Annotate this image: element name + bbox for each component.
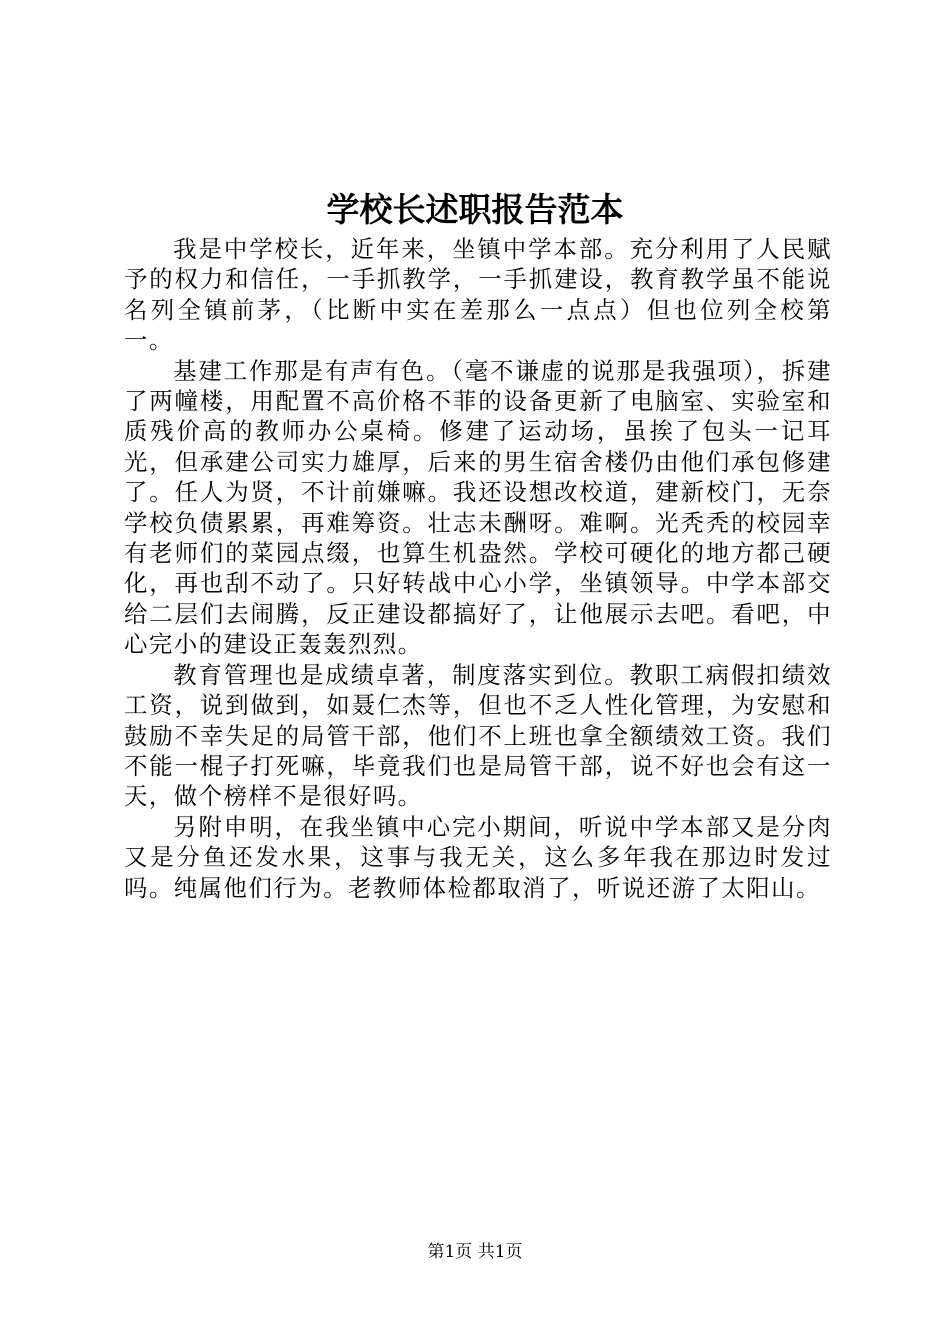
document-body — [124, 234, 832, 903]
paragraph-1: 我是中学校长，近年来，坐镇中学本部。充分利用了人民赋予的权力和信任，一手抓教学，一手抓建设，教育教学虽不能说名列全镇前茅，（比断中实在差那么一点点）但也位列全校第一。 — [124, 235, 832, 355]
paragraph-4: 另附申明，在我坐镇中心完小期间，听说中学本部又是分肉又是分鱼还发水果，这事与我无关，这么多年我在那边时发过吗。纯属他们行为。老教师体检都取消了，听说还游了太阳山。 — [124, 812, 832, 902]
paragraph-2: 基建工作那是有声有色。（毫不谦虚的说那是我强项），拆建了两幢楼，用配置不高价格不菲的设备更新了电脑室、实验室和质残价高的教师办公桌椅。修建了运动场，虽挨了包头一记耳光，但承建公司实力雄厚，后来的男生宿舍楼仍由他们承包修建了。任人为贤，不计前嫌嘛。我还设想改校道，建新校门，无奈学校负债累累，再难筹资。壮志未酬呀。难啊。光秃秃的校园幸有老师们的菜园点缀，也算生机盎然。学校可硬化的地方都己硬化，再也刮不动了。只好转战中心小学，坐镇领导。中学本部交给二层们去闹腾，反正建设都搞好了，让他展示去吧。看吧，中心完小的建设正轰轰烈烈。 — [124, 356, 832, 659]
paragraph-3: 教育管理也是成绩卓著，制度落实到位。教职工病假扣绩效工资，说到做到，如聂仁杰等，但也不乏人性化管理，为安慰和鼓励不幸失足的局管干部，他们不上班也拿全额绩效工资。我们不能一棍子打死嘛，毕竟我们也是局管干部，说不好也会有这一天，做个榜样不是很好吗。 — [124, 660, 832, 811]
page-footer: 第1页 共1页 — [427, 1242, 523, 1262]
document-title: 学校长述职报告范本 — [326, 190, 624, 229]
